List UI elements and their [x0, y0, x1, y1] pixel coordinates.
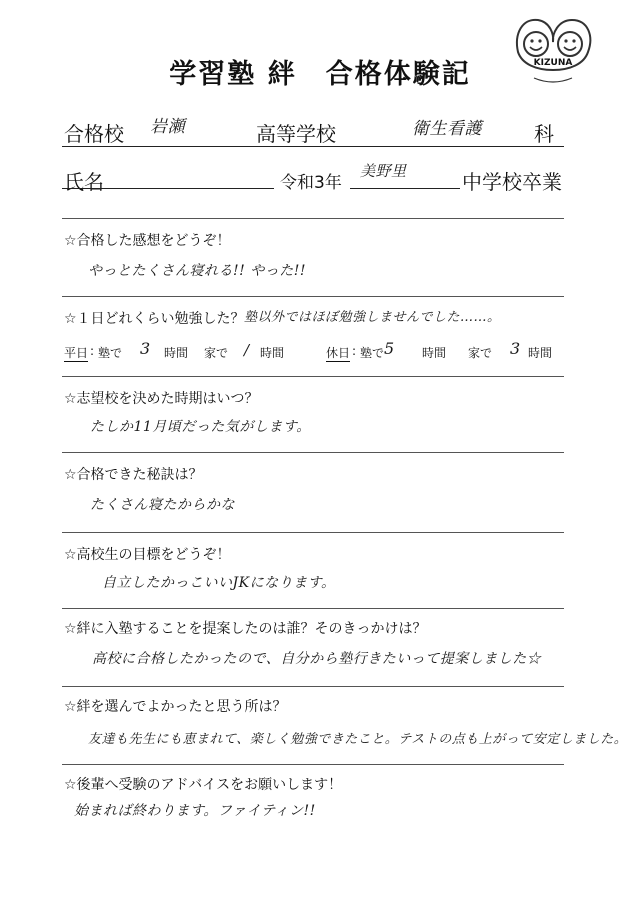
divider	[62, 764, 564, 765]
answer-6: 高校に合格したかったので、自分から塾行きたいって提案しました☆	[92, 651, 542, 667]
weekday-home-hours: /	[244, 341, 250, 359]
school-suffix: 高等学校	[256, 122, 336, 146]
divider	[62, 218, 564, 219]
question-7: ☆絆を選んでよかったと思う所は？	[64, 699, 287, 715]
logo-text: KIZUNA	[533, 58, 573, 68]
holiday-home-unit: 時間	[528, 346, 553, 360]
smiley-faces-icon	[512, 12, 594, 90]
answer-5: 自立したかっこいいJKになります。	[102, 575, 336, 591]
holiday-home-label: 家で	[468, 346, 493, 360]
divider	[62, 452, 564, 453]
grad-school-underline	[350, 188, 460, 189]
weekday-juku-hours: 3	[140, 339, 151, 358]
grad-suffix: 中学校卒業	[462, 170, 562, 194]
divider	[62, 532, 564, 533]
answer-4: たくさん寝たからかな	[90, 497, 235, 513]
page-title: 学習塾 絆 合格体験記	[169, 59, 471, 90]
school-underline	[62, 146, 564, 147]
school-label: 合格校	[64, 122, 124, 146]
name-label: 氏名	[64, 170, 104, 194]
answer-1: やっとたくさん寝れる!! やった!!	[88, 263, 306, 279]
question-1: ☆合格した感想をどうぞ！	[64, 233, 231, 249]
question-5: ☆高校生の目標をどうぞ！	[64, 547, 231, 563]
holiday-juku-label: 塾で	[360, 346, 385, 360]
question-6: ☆絆に入塾することを提案したのは誰？そのきっかけは？	[64, 621, 427, 637]
kizuna-logo	[512, 12, 594, 90]
holiday-label: 休日	[326, 346, 351, 360]
school-name: 岩瀬	[150, 117, 185, 137]
grad-prefix: 令和3年	[280, 173, 342, 193]
grad-school: 美野里	[360, 162, 407, 180]
answer-8: 始まれば終わります。ファイティン!!	[74, 803, 316, 819]
answer-3: たしか11月頃だった気がします。	[90, 419, 311, 435]
study-hours-row: 平日 : 塾で 3 時間 家で / 時間 休日 : 塾で 5 時間 家で 3 時間	[64, 339, 553, 360]
holiday-juku-unit: 時間	[422, 346, 447, 360]
weekday-home-label: 家で	[204, 346, 229, 360]
divider	[62, 686, 564, 687]
holiday-juku-hours: 5	[384, 339, 395, 358]
weekday-juku-unit: 時間	[164, 346, 189, 360]
divider	[62, 296, 564, 297]
weekday-label: 平日	[64, 346, 89, 360]
question-8: ☆後輩へ受験のアドバイスをお願いします！	[64, 777, 343, 793]
divider	[62, 376, 564, 377]
answer-7: 友達も先生にも恵まれて、楽しく勉強できたこと。テストの点も上がって安定しました。	[88, 732, 628, 747]
name-underline	[62, 188, 274, 189]
course-name: 衛生看護	[412, 119, 482, 139]
answer-2: 塾以外ではほぼ勉強しませんでした……。	[244, 310, 501, 325]
question-3: ☆志望校を決めた時期はいつ？	[64, 391, 259, 407]
weekday-home-unit: 時間	[260, 346, 285, 360]
holiday-home-hours: 3	[510, 339, 521, 358]
question-4: ☆合格できた秘訣は？	[64, 467, 203, 483]
question-2: ☆１日どれくらい勉強した？	[64, 311, 245, 327]
weekday-juku-label: 塾で	[98, 346, 123, 360]
course-suffix: 科	[534, 122, 554, 146]
divider	[62, 608, 564, 609]
